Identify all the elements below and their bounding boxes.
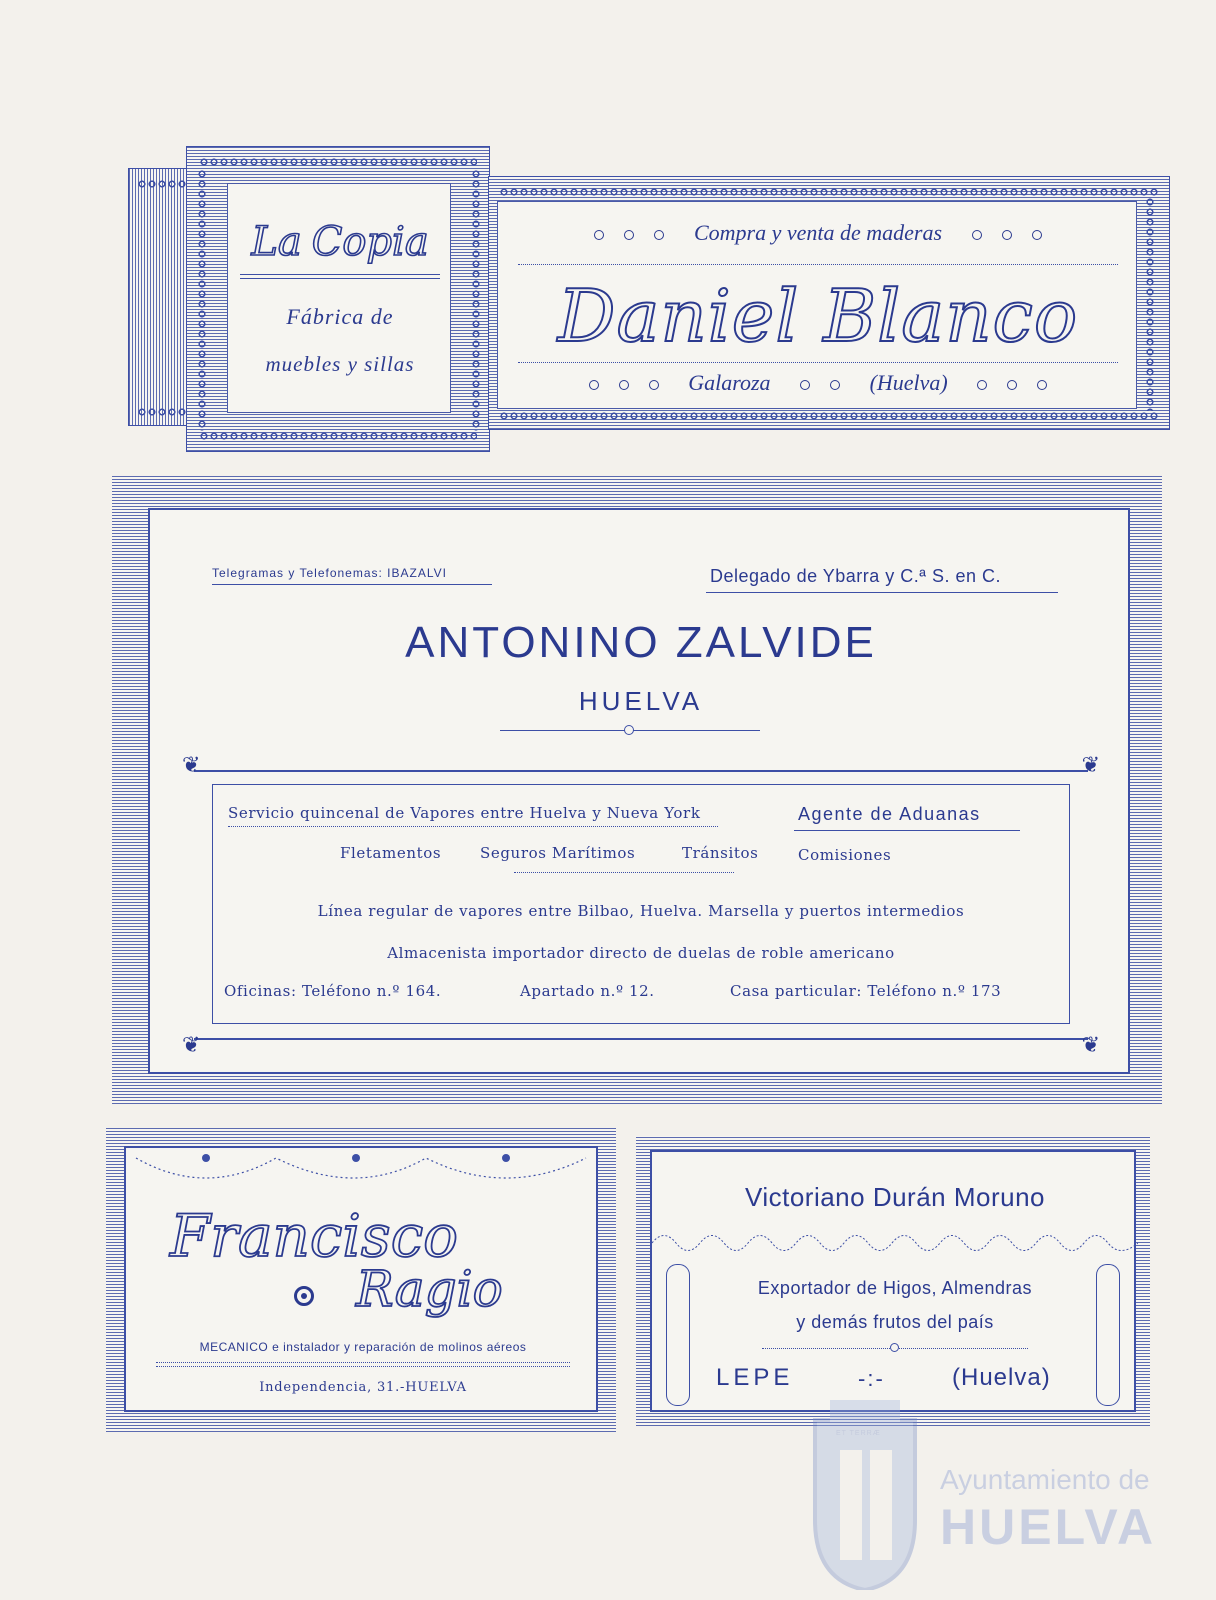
la-copia-title-la: La	[251, 219, 302, 265]
daniel-blanco-province: (Huelva)	[869, 370, 948, 395]
watermark-motto: ET TERRÆ	[836, 1430, 881, 1437]
daniel-blanco-tagline: Compra y venta de maderas	[693, 220, 943, 245]
ragio-first-name: Francisco	[170, 1202, 459, 1270]
ragio-last-name: Ragio	[356, 1260, 503, 1318]
zalvide-name: ANTONINO ZALVIDE	[405, 618, 877, 667]
zalvide-almacenista: Almacenista importador directo de duelas de roble americano	[387, 944, 895, 962]
zalvide-ad	[112, 476, 1162, 1104]
duran-separator: -:-	[858, 1366, 885, 1391]
lace-border	[652, 1228, 1138, 1258]
la-copia-line2: muebles y sillas	[265, 352, 415, 376]
zalvide-service: Servicio quincenal de Vapores entre Huelva y Nueva York	[228, 804, 701, 822]
zalvide-services-panel	[182, 752, 1100, 1057]
duran-line2: y demás frutos del país	[796, 1312, 994, 1332]
zalvide-oficinas: Oficinas: Teléfono n.º 164.	[224, 982, 442, 1000]
duran-province: (Huelva)	[952, 1364, 1051, 1391]
garland-decoration	[126, 1148, 600, 1198]
la-copia-title-copia: Copia	[311, 219, 429, 265]
city-crest-icon	[800, 1390, 930, 1590]
duran-name: Victoriano Durán Moruno	[744, 1182, 1046, 1212]
zalvide-seguros: Seguros Marítimos	[480, 844, 636, 862]
duran-ad	[636, 1136, 1150, 1426]
duran-town: LEPE	[716, 1364, 794, 1391]
zalvide-fletamentos: Fletamentos	[340, 844, 442, 862]
zalvide-delegate: Delegado de Ybarra y C.ª S. en C.	[710, 566, 1001, 586]
watermark-line2: HUELVA	[940, 1499, 1157, 1555]
ragio-address: Independencia, 31.-HUELVA	[259, 1380, 467, 1395]
daniel-blanco-ad	[488, 176, 1170, 430]
zalvide-city: HUELVA	[578, 686, 704, 716]
zalvide-linea: Línea regular de vapores entre Bilbao, Huelva. Marsella y puertos intermedios	[317, 902, 965, 920]
ayuntamiento-watermark	[800, 1390, 1210, 1600]
flourish-icon: ❦	[182, 1032, 201, 1057]
duran-line1: Exportador de Higos, Almendras	[757, 1278, 1033, 1298]
flourish-icon: ❦	[1081, 752, 1100, 777]
zalvide-telegrams: Telegramas y Telefonemas: IBAZALVI	[212, 566, 447, 580]
zalvide-customs: Agente de Aduanas	[798, 804, 981, 824]
zalvide-comisiones: Comisiones	[798, 846, 892, 864]
ragio-ad	[106, 1128, 616, 1432]
zalvide-transitos: Tránsitos	[682, 844, 759, 862]
daniel-blanco-town: Galaroza	[688, 370, 771, 395]
la-copia-ad	[186, 146, 490, 452]
flourish-icon: ❦	[182, 752, 201, 777]
la-copia-line1: Fábrica de	[286, 304, 394, 329]
zalvide-casa: Casa particular: Teléfono n.º 173	[730, 982, 1002, 1000]
target-icon	[294, 1286, 314, 1306]
watermark-line1: Ayuntamiento de	[940, 1464, 1150, 1495]
ragio-trade: MECANICO e instalador y reparación de molinos aéreos	[199, 1340, 527, 1354]
zalvide-apartado: Apartado n.º 12.	[520, 982, 655, 1000]
daniel-blanco-name: Daniel Blanco	[557, 274, 1079, 358]
flourish-icon: ❦	[1081, 1032, 1100, 1057]
